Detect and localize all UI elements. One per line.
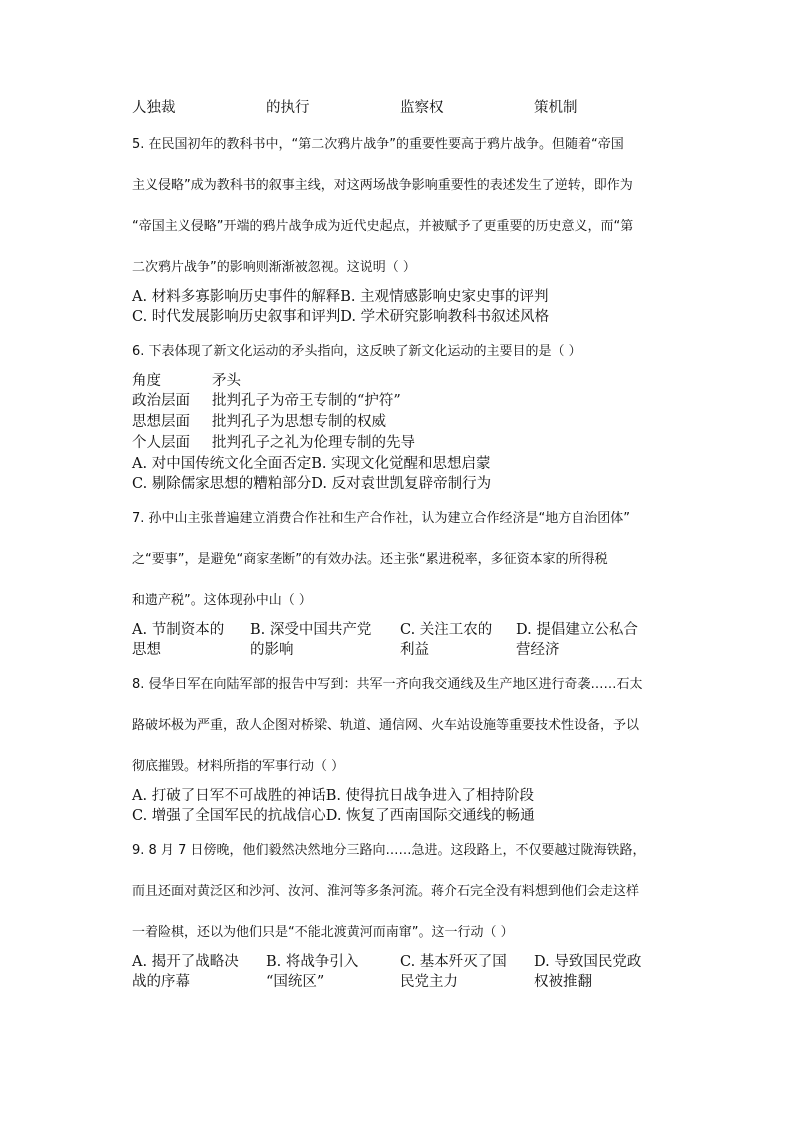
q6-table-header-target: 矛头 (212, 373, 241, 389)
q7-option-c-cont: 利益 (400, 642, 429, 658)
q5-stem-line-2: 主义侵略”成为教科书的叙事主线，对这两场战争影响重要性的表述发生了逆转，即作为 (132, 178, 633, 193)
q9-option-c-cont: 民党主力 (400, 974, 458, 990)
q6-table-cell-aspect: 思想层面 (132, 414, 190, 430)
q7-option-d-cont: 营经济 (516, 642, 560, 658)
q8-stem-line-2: 路破坏极为严重，敌人企图对桥梁、轨道、通信网、火车站设施等重要技术性设备，予以 (132, 718, 640, 733)
q5-stem-line-1: 5. 在民国初年的教科书中，“第二次鸦片战争”的重要性要高于鸦片战争。但随着“帝国 (132, 137, 624, 152)
q7-option-a: A. 节制资本的 (132, 622, 225, 638)
q9-option-b-cont: “国统区” (266, 974, 325, 990)
q9-option-d-cont: 权被推翻 (534, 974, 592, 990)
q6-table-cell-aspect: 政治层面 (132, 393, 190, 409)
q5-options-ab: A. 材料多寡影响历史事件的解释B. 主观情感影响史家史事的评判 (132, 289, 549, 305)
q8-options-cd: C. 增强了全国军民的抗战信心D. 恢复了西南国际交通线的畅通 (132, 808, 535, 824)
q6-options-cd: C. 剔除儒家思想的糟粕部分D. 反对袁世凯复辟帝制行为 (132, 476, 492, 492)
q6-table-cell-target: 批判孔子为思想专制的权威 (212, 414, 386, 430)
q7-option-b: B. 深受中国共产党 (250, 622, 372, 638)
q7-stem-line-1: 7. 孙中山主张普遍建立消费合作社和生产合作社，认为建立合作经济是“地方自治团体” (132, 511, 631, 526)
q9-stem-line-2: 而且还面对黄泛区和沙河、汝河、淮河等多条河流。蒋介石完全没有料想到他们会走这样 (132, 884, 640, 899)
q8-options-ab: A. 打破了日军不可战胜的神话B. 使得抗日战争进入了相持阶段 (132, 788, 535, 804)
q7-stem-line-2: 之“要事”，是避免“商家垄断”的有效办法。还主张“累进税率，多征资本家的所得税 (132, 552, 608, 567)
q6-stem: 6. 下表体现了新文化运动的矛头指向，这反映了新文化运动的主要目的是（ ） (132, 344, 582, 359)
q7-option-d: D. 提倡建立公私合 (516, 622, 638, 638)
q5-options-cd: C. 时代发展影响历史叙事和评判D. 学术研究影响教科书叙述风格 (132, 309, 550, 325)
q4-option-a-tail: 人独裁 (132, 100, 176, 116)
q9-option-d: D. 导致国民党政 (534, 954, 642, 970)
q4-option-c-tail: 监察权 (400, 100, 444, 116)
q5-stem-line-4: 二次鸦片战争”的影响则渐渐被忽视。这说明（ ） (132, 260, 416, 275)
q9-option-c: C. 基本歼灭了国 (400, 954, 507, 970)
q8-stem-line-3: 彻底摧毁。材料所指的军事行动（ ） (132, 759, 345, 774)
q7-option-b-cont: 的影响 (250, 642, 294, 658)
q9-option-a-cont: 战的序幕 (132, 974, 190, 990)
q9-stem-line-3: 一着险棋，还以为他们只是“不能北渡黄河而南窜”。这一行动（ ） (132, 925, 514, 940)
q9-option-b: B. 将战争引入 (266, 954, 359, 970)
q9-stem-line-1: 9. 8 月 7 日傍晚，他们毅然决然地分三路向……急进。这段路上，不仅要越过陇海铁路， (132, 843, 646, 858)
q7-option-c: C. 关注工农的 (400, 622, 493, 638)
q6-table-cell-target: 批判孔子为帝王专制的“护符” (212, 393, 401, 409)
q6-table-cell-target: 批判孔子之礼为伦理专制的先导 (212, 435, 415, 451)
q7-stem-line-3: 和遗产税”。这体现孙中山（ ） (132, 593, 312, 608)
q4-option-b-tail: 的执行 (266, 100, 310, 116)
q6-table-cell-aspect: 个人层面 (132, 435, 190, 451)
q4-option-d-tail: 策机制 (534, 100, 578, 116)
q7-option-a-cont: 思想 (132, 642, 161, 658)
q5-stem-line-3: “帝国主义侵略”开端的鸦片战争成为近代史起点，并被赋予了更重要的历史意义，而“第 (132, 219, 634, 234)
q6-options-ab: A. 对中国传统文化全面否定B. 实现文化觉醒和思想启蒙 (132, 456, 491, 472)
q9-option-a: A. 揭开了战略决 (132, 954, 239, 970)
q6-table-header-aspect: 角度 (132, 373, 161, 389)
q8-stem-line-1: 8. 侵华日军在向陆军部的报告中写到：共军一齐向我交通线及生产地区进行奇袭……石太 (132, 677, 643, 692)
